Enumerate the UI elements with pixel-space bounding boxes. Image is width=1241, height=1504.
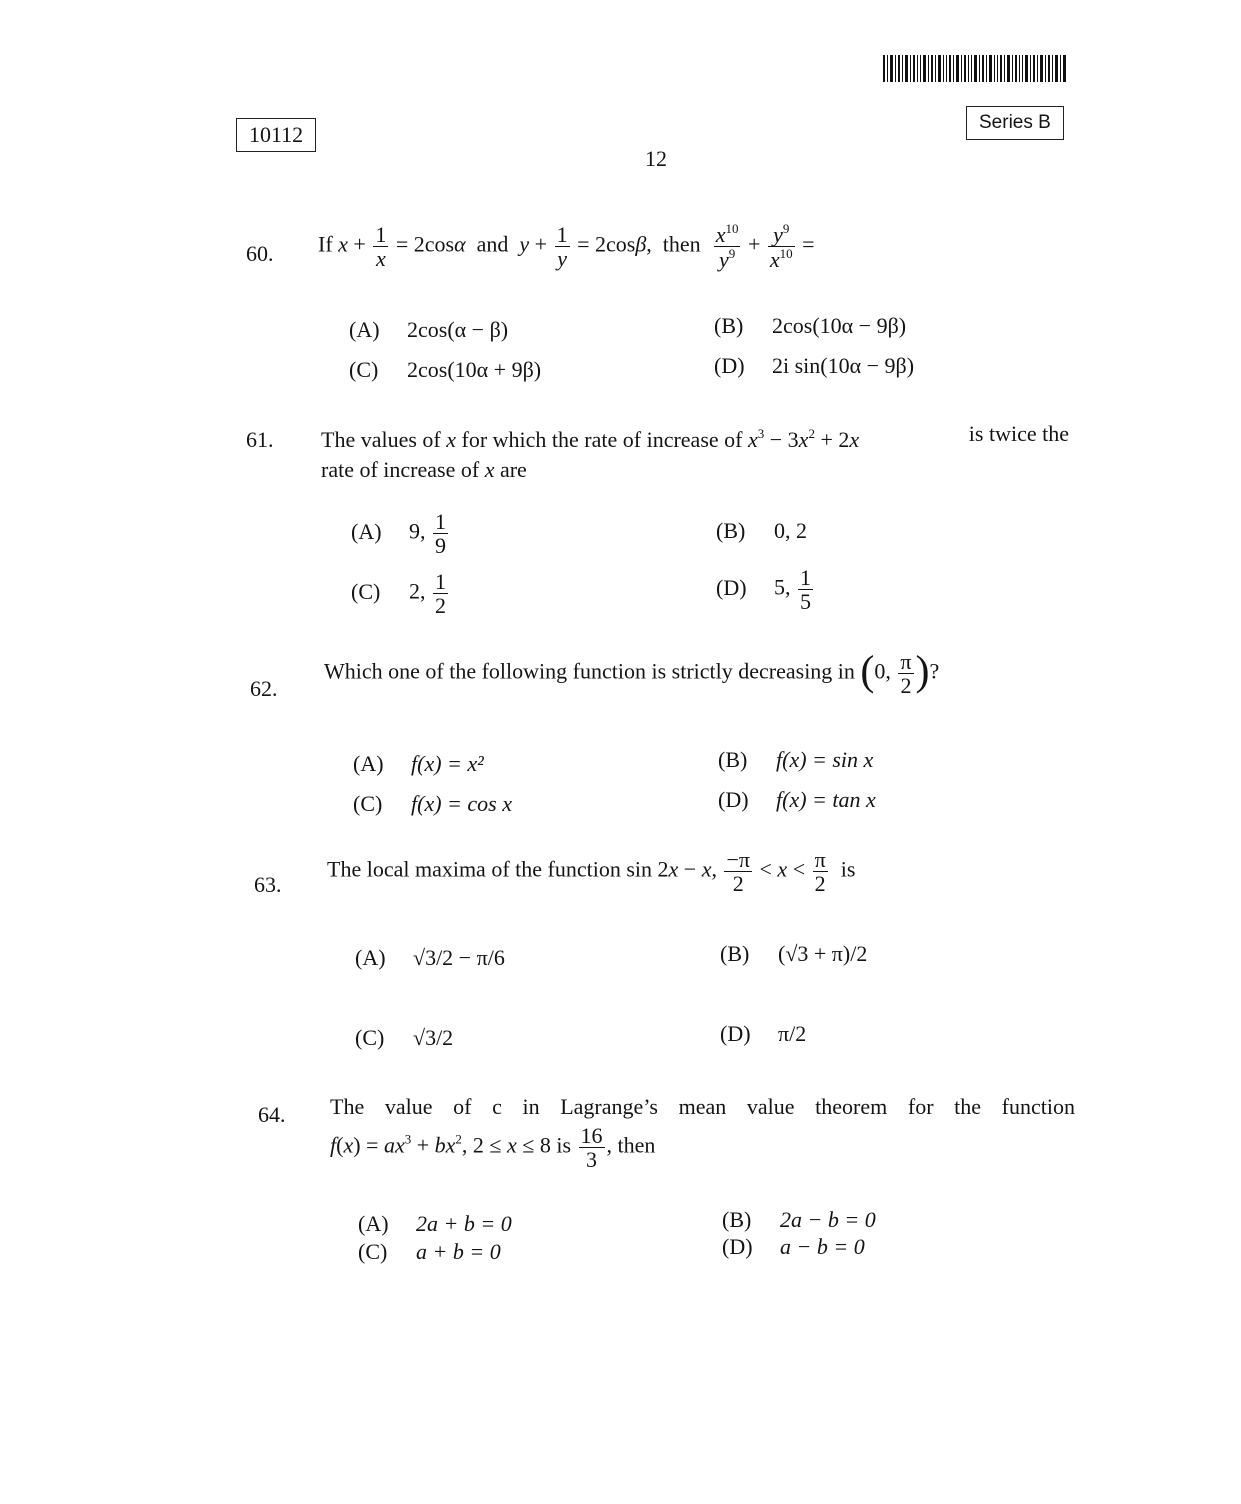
option-b[interactable]: (B) 2a − b = 0 xyxy=(722,1207,876,1232)
option-c[interactable]: (C) f(x) = cos x xyxy=(353,791,512,816)
question-number: 63. xyxy=(254,872,282,897)
question-text: If x + $\frac{1}{x}$ = 2cosα and y + $\frac{1}{y}$ = 2cosβ, then $\frac{x^{10}}{y^9}$ + $\frac{y^9}{x^{10}}$ = xyxy=(318,221,815,273)
option-c[interactable]: (C) a + b = 0 xyxy=(358,1239,501,1264)
question-number: 62. xyxy=(250,676,278,701)
question-number: 61. xyxy=(246,427,274,452)
option-b[interactable]: (B) f(x) = sin x xyxy=(718,747,874,772)
page-number: 12 xyxy=(645,146,667,171)
question-number: 60. xyxy=(246,241,274,266)
option-a[interactable]: (A) 2cos(α − β) xyxy=(349,317,509,342)
option-a[interactable]: (A) √3/2 − π/6 xyxy=(355,945,505,970)
question-text: Which one of the following function is strictly decreasing in (0, $\frac{\pi}{2}$ )? xyxy=(324,648,940,699)
option-b[interactable]: (B) 0, 2 xyxy=(716,518,807,543)
option-d[interactable]: (D) 5, $\frac{1}{5}$ xyxy=(716,565,811,615)
option-c[interactable]: (C) 2cos(10α + 9β) xyxy=(349,357,542,382)
option-b[interactable]: (B) 2cos(10α − 9β) xyxy=(714,313,907,338)
option-d[interactable]: (D) f(x) = tan x xyxy=(718,787,876,812)
option-a[interactable]: (A) 9, $\frac{1}{9}$ xyxy=(351,509,446,559)
question-text: The local maxima of the function sin 2x − x, $\frac{-\pi}{2}$ < x < $\frac{\pi}{2}$ is xyxy=(327,847,856,897)
option-c[interactable]: (C) 2, $\frac{1}{2}$ xyxy=(351,569,446,619)
series-label: Series B xyxy=(966,106,1064,140)
question-text: The value of c in Lagrange’s mean value theorem for the function $f(x) = ax^3 + bx^2$, 2 ≤ x ≤ 8 is $\frac{16}{3}$ , then xyxy=(330,1094,1075,1173)
question-text: The values of x for which the rate of increase of $x^3 - 3x^2 + 2x$ is twice the rate of increase of x are xyxy=(321,421,1069,482)
option-a[interactable]: (A) f(x) = x² xyxy=(353,751,484,776)
barcode xyxy=(883,55,1066,82)
option-b[interactable]: (B) (√3 + π)/2 xyxy=(720,941,868,966)
option-a[interactable]: (A) 2a + b = 0 xyxy=(358,1211,512,1236)
option-d[interactable]: (D) a − b = 0 xyxy=(722,1234,865,1259)
option-c[interactable]: (C) √3/2 xyxy=(355,1025,454,1050)
option-d[interactable]: (D) 2i sin(10α − 9β) xyxy=(714,353,915,378)
paper-code: 10112 xyxy=(236,118,316,152)
option-d[interactable]: (D) π/2 xyxy=(720,1021,807,1046)
question-number: 64. xyxy=(258,1102,286,1127)
